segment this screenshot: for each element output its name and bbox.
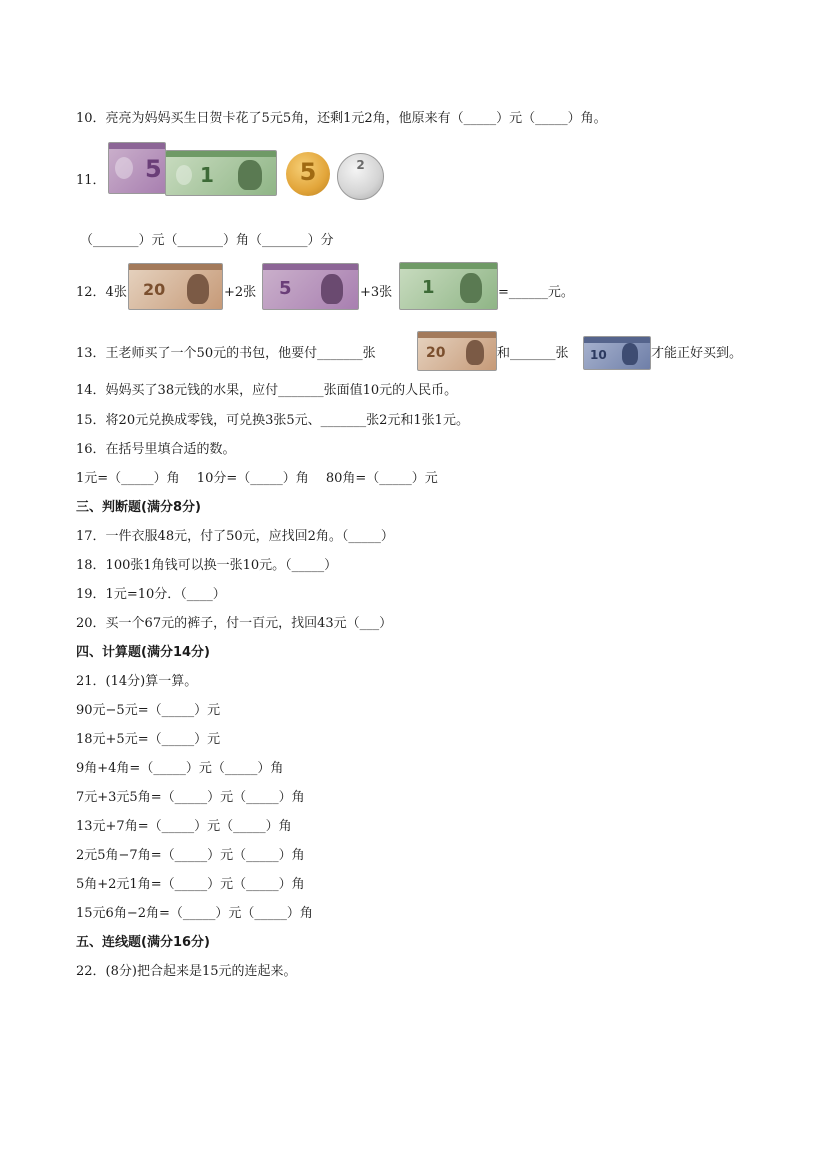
section-5-heading: 五、连线题(满分16分) <box>76 935 210 950</box>
banknote-5-yuan-image-q12 <box>262 263 359 310</box>
calc-item: 15元6角−2角=（_____）元（_____）角 <box>76 906 313 921</box>
question-13-prefix: 13．王老师买了一个50元的书包，他要付_______张 <box>76 346 376 361</box>
question-13-mid: 和_______张 <box>497 346 569 361</box>
banknote-10-yuan-image-q13 <box>583 336 651 370</box>
note-1-digit-q12: 1 <box>422 277 435 298</box>
calc-item: 2元5角−7角=（_____）元（_____）角 <box>76 848 305 863</box>
question-11-label: 11． <box>76 173 106 188</box>
judge-item: 20．买一个67元的裤子，付一百元，找回43元（___） <box>76 616 393 631</box>
calc-item: 13元+7角=（_____）元（_____）角 <box>76 819 292 834</box>
judge-item: 19．1元=10分．（____） <box>76 587 226 602</box>
note-20-digit: 20 <box>143 280 166 299</box>
coin-5-digit: 5 <box>299 158 317 186</box>
question-13-suffix: 才能正好买到。 <box>651 346 743 361</box>
section-3-heading: 三、判断题(满分8分) <box>76 500 201 515</box>
question-15: 15．将20元兑换成零钱，可兑换3张5元、_______张2元和1张1元。 <box>76 413 469 428</box>
banknote-1-yuan-image-q12 <box>399 262 498 310</box>
banknote-20-yuan-image-q12 <box>128 263 223 310</box>
question-12-mid1: +2张 <box>224 285 257 300</box>
calc-item: 9角+4角=（_____）元（_____）角 <box>76 761 284 776</box>
question-12-prefix: 12．4张 <box>76 285 127 300</box>
note-10-digit: 10 <box>590 348 607 362</box>
question-16-items: 1元=（_____）角 10分=（_____）角 80角=（_____）元 <box>76 471 438 486</box>
question-14: 14．妈妈买了38元钱的水果，应付_______张面值10元的人民币。 <box>76 383 458 398</box>
calc-title: 21．(14分)算一算。 <box>76 674 198 689</box>
match-title: 22．(8分)把合起来是15元的连起来。 <box>76 964 297 979</box>
calc-item: 5角+2元1角=（_____）元（_____）角 <box>76 877 305 892</box>
note-5-digit: 5 <box>145 155 162 183</box>
calc-item: 90元−5元=（_____）元 <box>76 703 221 718</box>
note-1-digit: 1 <box>200 163 214 187</box>
question-12-mid2: +3张 <box>360 285 393 300</box>
coin-2-digit: 2 <box>356 158 365 172</box>
judge-item: 18．100张1角钱可以换一张10元。（_____） <box>76 558 338 573</box>
judge-item: 17．一件衣服48元，付了50元，应找回2角。（_____） <box>76 529 394 544</box>
question-16: 16．在括号里填合适的数。 <box>76 442 236 457</box>
coin-5-jiao-image <box>286 152 330 196</box>
banknote-5-yuan-image <box>108 142 166 194</box>
note-20-digit-q13: 20 <box>426 345 446 361</box>
question-10: 10．亮亮为妈妈买生日贺卡花了5元5角，还剩1元2角，他原来有（_____）元（_____）角。 <box>76 111 607 126</box>
question-12-suffix: =______元。 <box>498 285 574 300</box>
calc-item: 18元+5元=（_____）元 <box>76 732 221 747</box>
calc-item: 7元+3元5角=（_____）元（_____）角 <box>76 790 305 805</box>
banknote-1-yuan-image <box>165 150 277 196</box>
coin-2-fen-image <box>337 153 384 200</box>
question-11-answer: （_______）元（_______）角（_______）分 <box>80 233 334 248</box>
banknote-20-yuan-image-q13 <box>417 331 497 371</box>
section-4-heading: 四、计算题(满分14分) <box>76 645 210 660</box>
note-5-digit-q12: 5 <box>279 278 292 299</box>
